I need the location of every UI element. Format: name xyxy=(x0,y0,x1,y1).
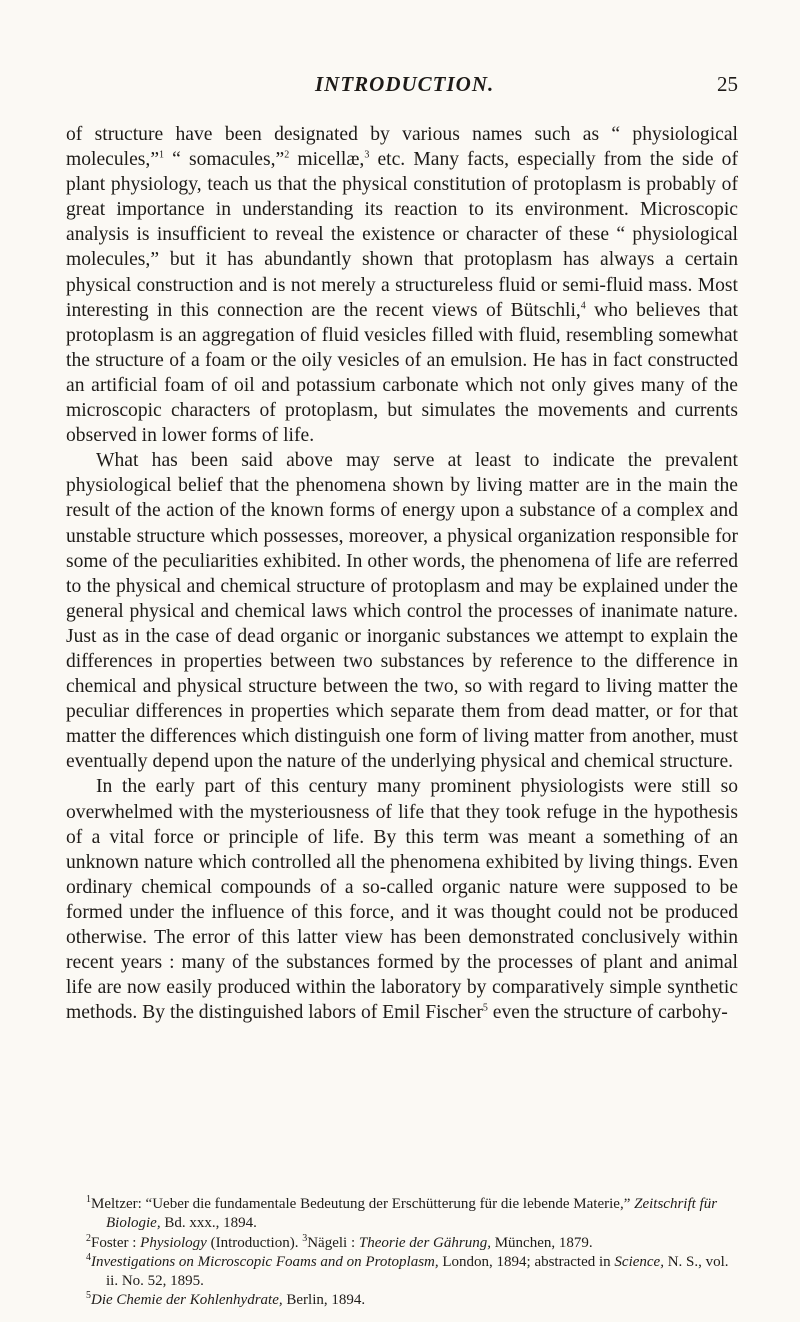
text-run: even the structure of carbohy- xyxy=(487,1002,728,1024)
footnote-number: 4 xyxy=(86,1251,91,1263)
footnote-text: Meltzer: “Ueber die fundamentale Bedeutung der Erschütterung für die lebende Materie,” xyxy=(91,1196,635,1212)
text-run: who believes that protoplasm is an aggregation of fluid vesicles filled with fluid, resembling somewhat the structure of a foam or the oily vesicles of an emulsion. He has in fact constructed an artificial foam of oil and potassium carbonate which not only gives many of the microscopic characters of protoplasm, but simulates the movements and currents observed in lower forms of life. xyxy=(66,299,738,447)
footnote-title: Science, xyxy=(614,1253,664,1270)
footnote-2-3 xyxy=(86,1234,738,1253)
body-text xyxy=(66,122,738,1025)
footnote-number: 1 xyxy=(86,1194,91,1205)
footnotes xyxy=(86,1195,738,1311)
footnote-title: Die Chemie der Kohlenhydrate, xyxy=(91,1292,283,1309)
footnote-ref: 3 xyxy=(364,149,370,161)
footnote-text: Nägeli : xyxy=(307,1234,359,1251)
footnote-number: 5 xyxy=(86,1290,91,1302)
footnote-text: Berlin, 1894. xyxy=(282,1292,366,1309)
page-number: 25 xyxy=(717,72,738,96)
footnote-text: London, 1894; abstracted in xyxy=(438,1253,615,1270)
footnote-number: 3 xyxy=(302,1232,308,1244)
footnote-5 xyxy=(86,1291,738,1310)
footnote-title: Theorie der Gährung, xyxy=(358,1234,491,1251)
text-run: etc. Many facts, especially from the side of plant physiology, teach us that the physical constitution of protoplasm is probably of great importance in understanding its reaction to its environment. Microscopic analysis is insufficient to reveal the existence or character of these “ physiological molecules,” but it has abundantly shown that protoplasm has always a certain physical construction and is not merely a structureless fluid or semi-fluid mass. Most interesting in this connection are the recent views of Bütschli, xyxy=(66,149,738,321)
text-run: In the early part of this century many prominent physiologists were still so overwhelmed with the mysteriousness of life that they took refuge in the hypothesis of a vital force or principle of life. By this term was meant a something of an unknown nature which controlled all the phenomena exhibited by living things. Even ordinary chemical compounds of a so-called organic nature were supposed to be formed under the influence of this force, and it was thought could not be produced otherwise. The error of this latter view has been demonstrated conclusively within recent years : many of the substances formed by the processes of plant and animal life are now easily produced within the laboratory by comparatively simple synthetic methods. By the distinguished labors of Emil Fischer xyxy=(66,776,738,1024)
footnote-ref: 5 xyxy=(482,1002,488,1014)
text-run: “ somacules,” xyxy=(164,149,285,171)
footnote-ref: 2 xyxy=(284,149,290,161)
text-run: of structure have been designated by various names such as “ physiological molecules,” xyxy=(66,124,738,171)
footnote-4 xyxy=(86,1253,738,1292)
text-run: micellæ, xyxy=(289,149,365,171)
paragraph-1 xyxy=(66,122,738,448)
footnote-text: N. S., vol. ii. No. 52, 1895. xyxy=(106,1253,729,1290)
footnote-text: München, 1879. xyxy=(490,1234,593,1251)
paragraph-3 xyxy=(66,774,738,1025)
footnote-ref: 4 xyxy=(580,300,586,312)
paragraph-2: What has been said above may serve at least to indicate the prevalent physiological belief that the phenomena shown by living matter are in the main the result of the action of the known forms of energy upon a substance of a complex and unstable structure which possesses, moreover, a physical organization responsible for some of the peculiarities exhibited. In other words, the phenomena of life are referred to the physical and chemical structure of protoplasm and may be explained under the general physical and chemical laws which control the processes of inanimate nature. Just as in the case of dead organic or inorganic substances we attempt to explain the differences in properties between two substances by reference to the difference in chemical and physical structure between the two, so with regard to living matter the peculiar differences in properties which separate them from dead matter, or for that matter the differences which distinguish one form of living matter from another, must eventually depend upon the nature of the underlying physical and chemical structure. xyxy=(66,450,738,773)
footnote-text: (Introduction). xyxy=(206,1234,303,1251)
running-title: INTRODUCTION. xyxy=(315,72,495,96)
footnote-title: Physiology xyxy=(140,1234,207,1251)
footnote-text: Bd. xxx., 1894. xyxy=(160,1215,257,1232)
footnote-1 xyxy=(86,1195,738,1234)
footnote-title: Zeitschrift für Biologie, xyxy=(106,1196,718,1232)
footnote-number: 2 xyxy=(86,1232,91,1244)
footnote-text: Foster : xyxy=(91,1234,141,1251)
footnote-title: Investigations on Microscopic Foams and on Protoplasm, xyxy=(91,1253,439,1270)
page-header xyxy=(70,72,738,102)
footnote-ref: 1 xyxy=(159,149,165,161)
